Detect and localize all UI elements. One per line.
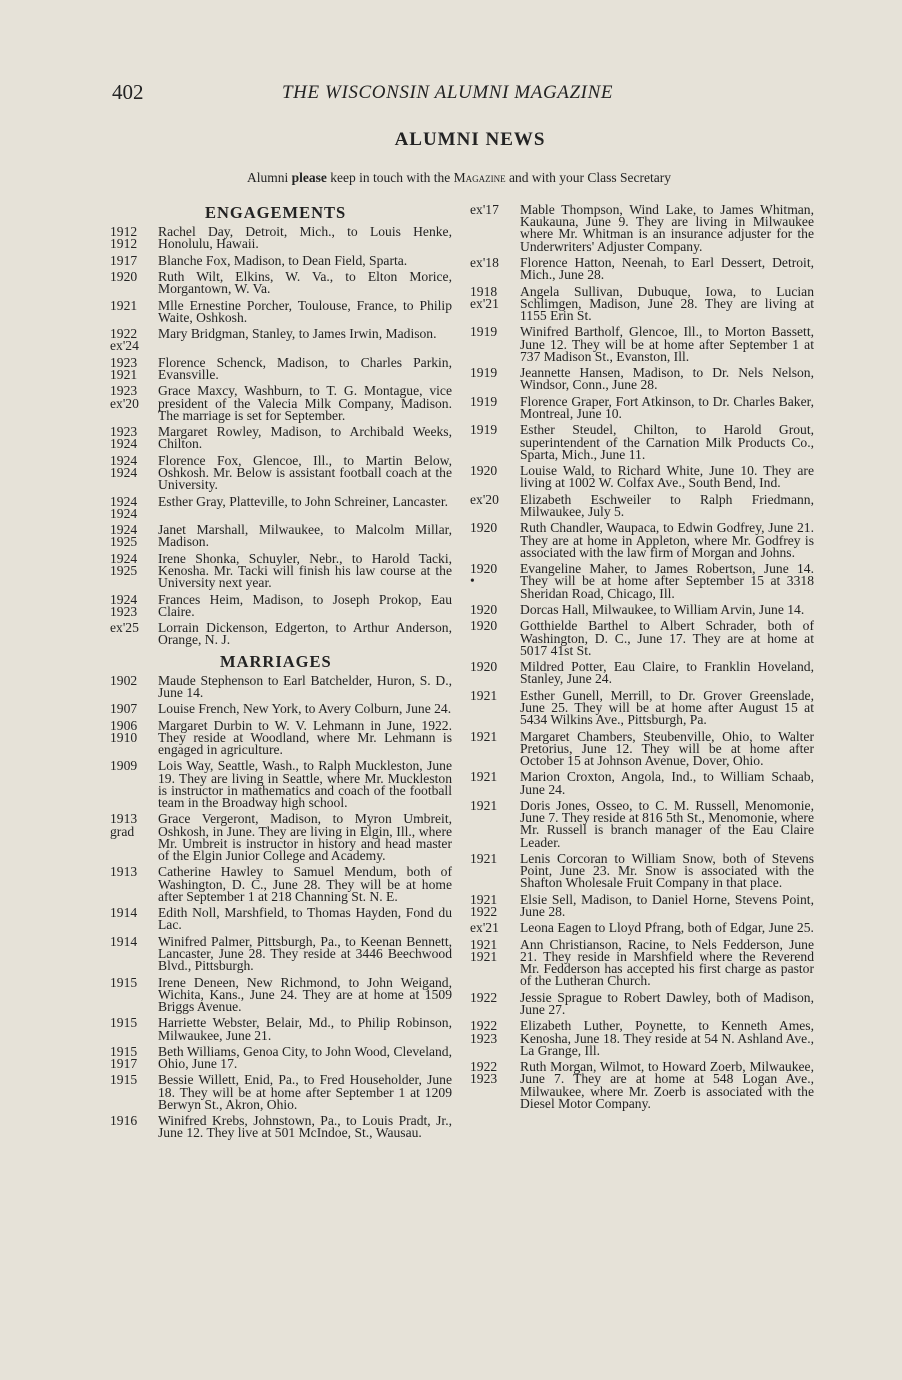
- class-year: grad: [110, 823, 135, 839]
- entry-years: [110, 1074, 158, 1111]
- entry-text: Rachel Day, Detroit, Mich., to Louis Henke, Honolulu, Hawaii.: [158, 224, 452, 252]
- class-year: 1922: [470, 1018, 498, 1034]
- class-year: 1915: [110, 974, 138, 990]
- entry-text: Ruth Wilt, Elkins, W. Va., to Elton Morice, Morgantown, W. Va.: [158, 268, 452, 297]
- entry: [470, 491, 814, 519]
- class-year: 1920: [470, 601, 498, 617]
- entry: [110, 426, 452, 450]
- class-year: 1920: [470, 618, 498, 634]
- entry: [470, 620, 814, 657]
- class-year: 1919: [470, 393, 498, 409]
- entry-text: Jessie Sprague to Robert Dawley, both of Madison, June 27.: [520, 989, 814, 1017]
- entry-text: Leona Eagen to Lloyd Pfrang, both of Edgar, June 25.: [520, 920, 814, 936]
- class-year: 1909: [110, 758, 138, 774]
- entry-text: Blanche Fox, Madison, to Dean Field, Sparta.: [158, 252, 408, 268]
- class-year: 1924: [110, 452, 138, 468]
- class-year: 1913: [110, 864, 138, 880]
- class-year: 1924: [110, 550, 138, 566]
- entry-years: [470, 465, 520, 489]
- entry-text: Florence Hatton, Neenah, to Earl Dessert, Detroit, Mich., June 28.: [520, 255, 814, 283]
- class-year: 1924: [110, 522, 138, 538]
- entry-text: Elizabeth Luther, Poynette, to Kenneth Ames, Kenosha, June 18. They reside at 54 N. Ashland Ave., La Grange, Ill.: [520, 1018, 814, 1058]
- entry: [470, 771, 814, 795]
- entry-years: [470, 563, 520, 600]
- entry-text: Irene Deneen, New Richmond, to John Weigand, Wichita, Kans., June 24. They are at home at 1509 Briggs Avenue.: [158, 974, 452, 1014]
- class-year: 1914: [110, 905, 138, 921]
- entry-text: Dorcas Hall, Milwaukee, to William Arvin, June 14.: [520, 601, 805, 617]
- entry: [110, 1074, 452, 1111]
- class-year: 1914: [110, 933, 138, 949]
- entry-years: [110, 252, 158, 268]
- entry-years: [470, 797, 520, 849]
- marriages-list: [110, 672, 452, 1141]
- entry: [470, 687, 814, 728]
- entry-years: [110, 591, 158, 619]
- class-year: 1921: [470, 891, 498, 907]
- class-year: 1921: [470, 769, 498, 785]
- entry-years: [470, 1061, 520, 1110]
- engagements-list: [110, 226, 452, 647]
- entry: [470, 922, 814, 934]
- class-year: 1924: [110, 591, 138, 607]
- entry-years: [110, 717, 158, 757]
- entry: [110, 493, 452, 521]
- entry-years: [470, 522, 520, 559]
- entry: [470, 424, 814, 461]
- entry-years: [470, 326, 520, 363]
- class-year: 1920: [470, 659, 498, 675]
- class-year: 1921: [470, 797, 498, 813]
- class-year: ex'21: [470, 295, 499, 311]
- entry-years: [470, 283, 520, 323]
- class-year: 1916: [110, 1113, 138, 1129]
- entry-text: Catherine Hawley to Samuel Mendum, both of Washington, D. C., June 28. They will be at home after September 1 at 218 Channing St. N. E.: [158, 864, 452, 904]
- entry-text: Janet Marshall, Milwaukee, to Malcolm Millar, Madison.: [158, 522, 452, 550]
- entry: [110, 268, 452, 297]
- class-year: 1923: [110, 603, 138, 619]
- entry-years: [110, 385, 158, 422]
- class-year: 1912: [110, 224, 138, 239]
- entry-years: [110, 1043, 158, 1072]
- class-year: 1920: [110, 268, 138, 284]
- entry-years: [110, 622, 158, 646]
- class-year: ex'25: [110, 620, 139, 636]
- entry: [470, 728, 814, 768]
- class-year: ex'24: [110, 338, 139, 354]
- entry: [110, 591, 452, 619]
- class-year: ex'20: [110, 395, 139, 411]
- entry-text: Edith Noll, Marshfield, to Thomas Hayden, Fond du Lac.: [158, 905, 452, 933]
- entry-years: [470, 620, 520, 657]
- class-year: 1923: [470, 1071, 498, 1087]
- entry-text: Angela Sullivan, Dubuque, Iowa, to Lucian Schlimgen, Madison, June 28. They are living at 1155 Erin St.: [520, 283, 814, 323]
- entry-years: [110, 452, 158, 492]
- entry-text: Winifred Krebs, Johnstown, Pa., to Louis Pradt, Jr., June 12. They live at 501 McIndoe, St., Wausau.: [158, 1113, 452, 1141]
- class-year: 1918: [470, 283, 498, 299]
- entry-text: Margaret Rowley, Madison, to Archibald Weeks, Chilton.: [158, 424, 452, 452]
- entry: [110, 974, 452, 1014]
- entry: [470, 204, 814, 253]
- entry-text: Mildred Potter, Eau Claire, to Franklin Hoveland, Stanley, June 24.: [520, 659, 814, 687]
- entry-years: [110, 226, 158, 250]
- class-year: 1923: [110, 354, 138, 370]
- class-year: 1912: [110, 236, 138, 252]
- subtitle-magazine: Magazine: [453, 170, 506, 185]
- entry: [470, 936, 814, 989]
- entry: [470, 1061, 814, 1110]
- entry-text: Elizabeth Eschweiler to Ralph Friedmann, Milwaukee, July 5.: [520, 491, 814, 519]
- entry-years: [110, 354, 158, 382]
- entry: [470, 393, 814, 421]
- entry-years: [110, 866, 158, 903]
- class-year: 1915: [110, 1043, 138, 1059]
- class-year: 1923: [110, 383, 138, 399]
- entry-text: Gotthielde Barthel to Albert Schrader, both of Washington, D. C., June 17. They are at home at 5017 41st St.: [520, 618, 814, 658]
- class-year: 1922: [470, 989, 498, 1005]
- entry: [110, 385, 452, 422]
- entry-years: [110, 974, 158, 1014]
- subtitle: [0, 170, 902, 186]
- engagements-heading: ENGAGEMENTS: [205, 203, 347, 222]
- entry-text: Ruth Chandler, Waupaca, to Edwin Godfrey, June 21. They are at home in Appleton, where Mr. Godfrey is associated with the law firm of Morgan and Johns.: [520, 520, 814, 560]
- subtitle-pre: Alumni: [247, 170, 289, 185]
- entry-text: Irene Shonka, Schuyler, Nebr., to Harold Tacki, Kenosha. Mr. Tacki will finish his law course at the University next year.: [158, 550, 452, 591]
- marriages-heading: MARRIAGES: [220, 651, 332, 671]
- entry: [470, 661, 814, 685]
- class-year: 1921: [110, 297, 138, 313]
- entry-years: [470, 1020, 520, 1057]
- entry: [470, 522, 814, 559]
- entry-text: Evangeline Maher, to James Robertson, June 14. They will be at home after September 15 at 3318 Sheridan Road, Chicago, Ill.: [520, 561, 814, 601]
- entry-text: Marion Croxton, Angola, Ind., to William Schaab, June 24.: [520, 769, 814, 797]
- class-year: 1921: [470, 728, 498, 744]
- right-column: [470, 204, 814, 1114]
- entry: [110, 703, 452, 715]
- entry: [110, 866, 452, 903]
- class-year: 1921: [470, 850, 498, 866]
- class-year: 1920: [470, 463, 498, 479]
- class-year: 1919: [470, 422, 498, 438]
- entry: [470, 257, 814, 281]
- class-year: 1902: [110, 672, 138, 688]
- entry: [110, 226, 452, 250]
- entry-years: [110, 672, 158, 699]
- page-number: 402: [112, 80, 144, 104]
- class-year: 1921: [470, 948, 498, 964]
- left-column: [110, 204, 452, 1144]
- entry-years: [470, 922, 520, 934]
- class-year: 1923: [470, 1030, 498, 1046]
- class-year: ex'17: [470, 202, 499, 217]
- entry-text: Mlle Ernestine Porcher, Toulouse, France, to Philip Waite, Oshkosh.: [158, 297, 452, 325]
- engagements-continued-list: [470, 204, 814, 1110]
- entry-years: [110, 328, 158, 352]
- subtitle-emphasis: please: [291, 170, 327, 185]
- entry-text: Jeannette Hansen, Madison, to Dr. Nels Nelson, Windsor, Conn., June 28.: [520, 365, 814, 393]
- entry-years: [110, 524, 158, 548]
- entry-years: [470, 204, 520, 253]
- class-year: •: [470, 573, 475, 589]
- subtitle-post: and with your Class Secretary: [509, 170, 671, 185]
- entry-text: Mary Bridgman, Stanley, to James Irwin, Madison.: [158, 326, 437, 342]
- class-year: 1920: [470, 520, 498, 536]
- class-year: 1917: [110, 252, 138, 268]
- class-year: 1925: [110, 534, 138, 550]
- entry: [470, 367, 814, 391]
- entry-text: Esther Steudel, Chilton, to Harold Grout, superintendent of the Carnation Milk Products Co., Sparta, Mich., June 11.: [520, 422, 814, 462]
- entry-text: Grace Maxcy, Washburn, to T. G. Montague, vice president of the Valecia Milk Company, Madison. The marriage is set for September.: [158, 383, 452, 423]
- class-year: 1921: [110, 366, 138, 382]
- entry: [110, 550, 452, 591]
- class-year: 1922: [470, 1059, 498, 1075]
- entry: [470, 1020, 814, 1057]
- entry-years: [470, 367, 520, 391]
- entry: [470, 989, 814, 1017]
- entry-text: Doris Jones, Osseo, to C. M. Russell, Menomonie, June 7. They reside at 816 5th St., Menomonie, where Mr. Russell is branch manager of the Eau Claire Leader.: [520, 797, 814, 850]
- entry-years: [470, 936, 520, 988]
- class-year: 1917: [110, 1056, 138, 1072]
- entry-years: [470, 661, 520, 685]
- entry-years: [110, 933, 158, 973]
- class-year: 1919: [470, 365, 498, 381]
- class-year: ex'21: [470, 920, 499, 936]
- class-year: 1923: [110, 424, 138, 440]
- entry: [110, 1115, 452, 1139]
- class-year: 1924: [110, 464, 138, 480]
- entry-years: [470, 424, 520, 461]
- class-year: 1924: [110, 493, 138, 509]
- class-year: 1915: [110, 1072, 138, 1088]
- entry: [110, 297, 452, 325]
- entry-text: Louise French, New York, to Avery Colburn, June 24.: [158, 701, 452, 717]
- entry-years: [110, 268, 158, 295]
- entry: [470, 601, 814, 617]
- entry-text: Margaret Chambers, Steubenville, Ohio, to Walter Pretorius, June 12. They will be at home after October 15 at Johnson Avenue, Dover, Ohio.: [520, 728, 814, 768]
- entry: [110, 354, 452, 382]
- entry-years: [470, 989, 520, 1016]
- entry: [110, 1043, 452, 1072]
- entry: [110, 717, 452, 757]
- entry-text: Harriette Webster, Belair, Md., to Philip Robinson, Milwaukee, June 21.: [158, 1015, 452, 1043]
- entry-text: Grace Vergeront, Madison, to Myron Umbreit, Oshkosh, in June. They are living in Elgin, Ill., where Mr. Umbreit is instructor in history and head master of the Elgin Junior College and Academy.: [158, 811, 452, 863]
- entry: [110, 760, 452, 809]
- entry-text: Margaret Durbin to W. V. Lehmann in June, 1922. They reside at Woodland, where Mr. Lehmann is engaged in agriculture.: [158, 717, 452, 757]
- entry-years: [470, 491, 520, 518]
- entry: [110, 907, 452, 931]
- entry: [470, 850, 814, 891]
- class-year: 1907: [110, 701, 138, 717]
- entry: [110, 933, 452, 974]
- entry-years: [110, 907, 158, 931]
- entry-text: Frances Heim, Madison, to Joseph Prokop, Eau Claire.: [158, 591, 452, 619]
- entry: [470, 563, 814, 600]
- entry-text: Bessie Willett, Enid, Pa., to Fred Householder, June 18. They will be at home after September 1 at 1209 Berwyn St., Akron, Ohio.: [158, 1072, 452, 1112]
- entry-years: [470, 891, 520, 919]
- entry-years: [110, 297, 158, 324]
- class-year: ex'20: [470, 491, 499, 507]
- subtitle-mid: keep in touch with the: [330, 170, 451, 185]
- entry-years: [470, 728, 520, 768]
- entry-text: Elsie Sell, Madison, to Daniel Horne, Stevens Point, June 28.: [520, 891, 814, 919]
- class-year: 1924: [110, 505, 138, 521]
- entry-text: Esther Gunell, Merrill, to Dr. Grover Greenslade, June 25. They will be at home after August 15 at 5434 Wilkins Ave., Pittsburgh, Pa.: [520, 687, 814, 728]
- class-year: ex'18: [470, 255, 499, 270]
- entry-years: [110, 703, 158, 715]
- entry-years: [110, 760, 158, 809]
- entry: [110, 672, 452, 700]
- class-year: 1913: [110, 811, 138, 827]
- entry: [470, 326, 814, 363]
- entry-years: [110, 813, 158, 862]
- running-title: THE WISCONSIN ALUMNI MAGAZINE: [282, 82, 614, 103]
- entry-text: Florence Graper, Fort Atkinson, to Dr. Charles Baker, Montreal, June 10.: [520, 393, 814, 421]
- entry-text: Mable Thompson, Wind Lake, to James Whitman, Kaukauna, June 9. They are living in Milwaukee where Mr. Whitman is an insurance adjuster for the Underwriters' Adjuster Company.: [520, 202, 814, 254]
- class-year: 1920: [470, 561, 498, 577]
- entry-years: [470, 771, 520, 795]
- entry-text: Beth Williams, Genoa City, to John Wood, Cleveland, Ohio, June 17.: [158, 1043, 452, 1072]
- entry: [110, 1017, 452, 1041]
- entry: [110, 452, 452, 493]
- entry: [110, 524, 452, 548]
- entry-text: Esther Gray, Platteville, to John Schreiner, Lancaster.: [158, 493, 448, 509]
- entry-years: [470, 687, 520, 727]
- section-title: ALUMNI NEWS: [394, 129, 546, 150]
- entry-years: [470, 393, 520, 420]
- class-year: 1924: [110, 436, 138, 452]
- entry-text: Winifred Palmer, Pittsburgh, Pa., to Keenan Bennett, Lancaster, June 28. They reside at 3446 Beechwood Blvd., Pittsburgh.: [158, 933, 452, 974]
- entry: [470, 283, 814, 323]
- entry-years: [110, 1017, 158, 1041]
- entry-years: [470, 601, 520, 617]
- entry-text: Ruth Morgan, Wilmot, to Howard Zoerb, Milwaukee, June 7. They are at home at 548 Logan Ave., Milwaukee, where Mr. Zoerb is associated with the Diesel Motor Company.: [520, 1059, 814, 1111]
- entry: [470, 891, 814, 919]
- class-year: 1919: [470, 324, 498, 340]
- entry-text: Lois Way, Seattle, Wash., to Ralph Muckleston, June 19. They are living in Seattle, where Mr. Muckleston is instructor in mathematics and coach of the football team in the Broadway high school.: [158, 758, 452, 810]
- entry-text: Winifred Bartholf, Glencoe, Ill., to Morton Bassett, June 12. They will be at home after September 1 at 737 Madison St., Evanston, Ill.: [520, 324, 814, 364]
- entry-text: Florence Schenck, Madison, to Charles Parkin, Evansville.: [158, 354, 452, 382]
- class-year: 1922: [470, 903, 498, 919]
- entry-text: Ann Christianson, Racine, to Nels Fedderson, June 21. They reside in Marshfield where the Reverend Mr. Fedderson has accepted his first charge as pastor of the Lutheran Church.: [520, 936, 814, 989]
- entry-years: [110, 550, 158, 590]
- class-year: 1922: [110, 326, 138, 342]
- entry-years: [110, 1115, 158, 1139]
- entry-text: Maude Stephenson to Earl Batchelder, Huron, S. D., June 14.: [158, 672, 452, 700]
- entry-years: [110, 493, 158, 521]
- entry: [110, 328, 452, 352]
- class-year: 1906: [110, 717, 138, 733]
- class-year: 1921: [470, 936, 498, 952]
- entry: [110, 252, 452, 268]
- entry: [110, 622, 452, 646]
- class-year: 1910: [110, 729, 138, 745]
- class-year: 1921: [470, 687, 498, 703]
- entry: [110, 813, 452, 862]
- entry: [470, 465, 814, 489]
- entry-text: Lenis Corcoran to William Snow, both of Stevens Point, June 23. Mr. Snow is associated with the Shafton Wholesale Fruit Company in that place.: [520, 850, 814, 891]
- class-year: 1915: [110, 1015, 138, 1031]
- entry-text: Louise Wald, to Richard White, June 10. They are living at 1002 W. Colfax Ave., South Bend, Ind.: [520, 463, 814, 491]
- entry: [470, 797, 814, 850]
- class-year: 1925: [110, 562, 138, 578]
- entry-years: [470, 850, 520, 890]
- entry-text: Florence Fox, Glencoe, Ill., to Martin Below, Oshkosh. Mr. Below is assistant football coach at the University.: [158, 452, 452, 493]
- entry-years: [110, 426, 158, 450]
- entry-text: Lorrain Dickenson, Edgerton, to Arthur Anderson, Orange, N. J.: [158, 620, 452, 648]
- entry-years: [470, 257, 520, 281]
